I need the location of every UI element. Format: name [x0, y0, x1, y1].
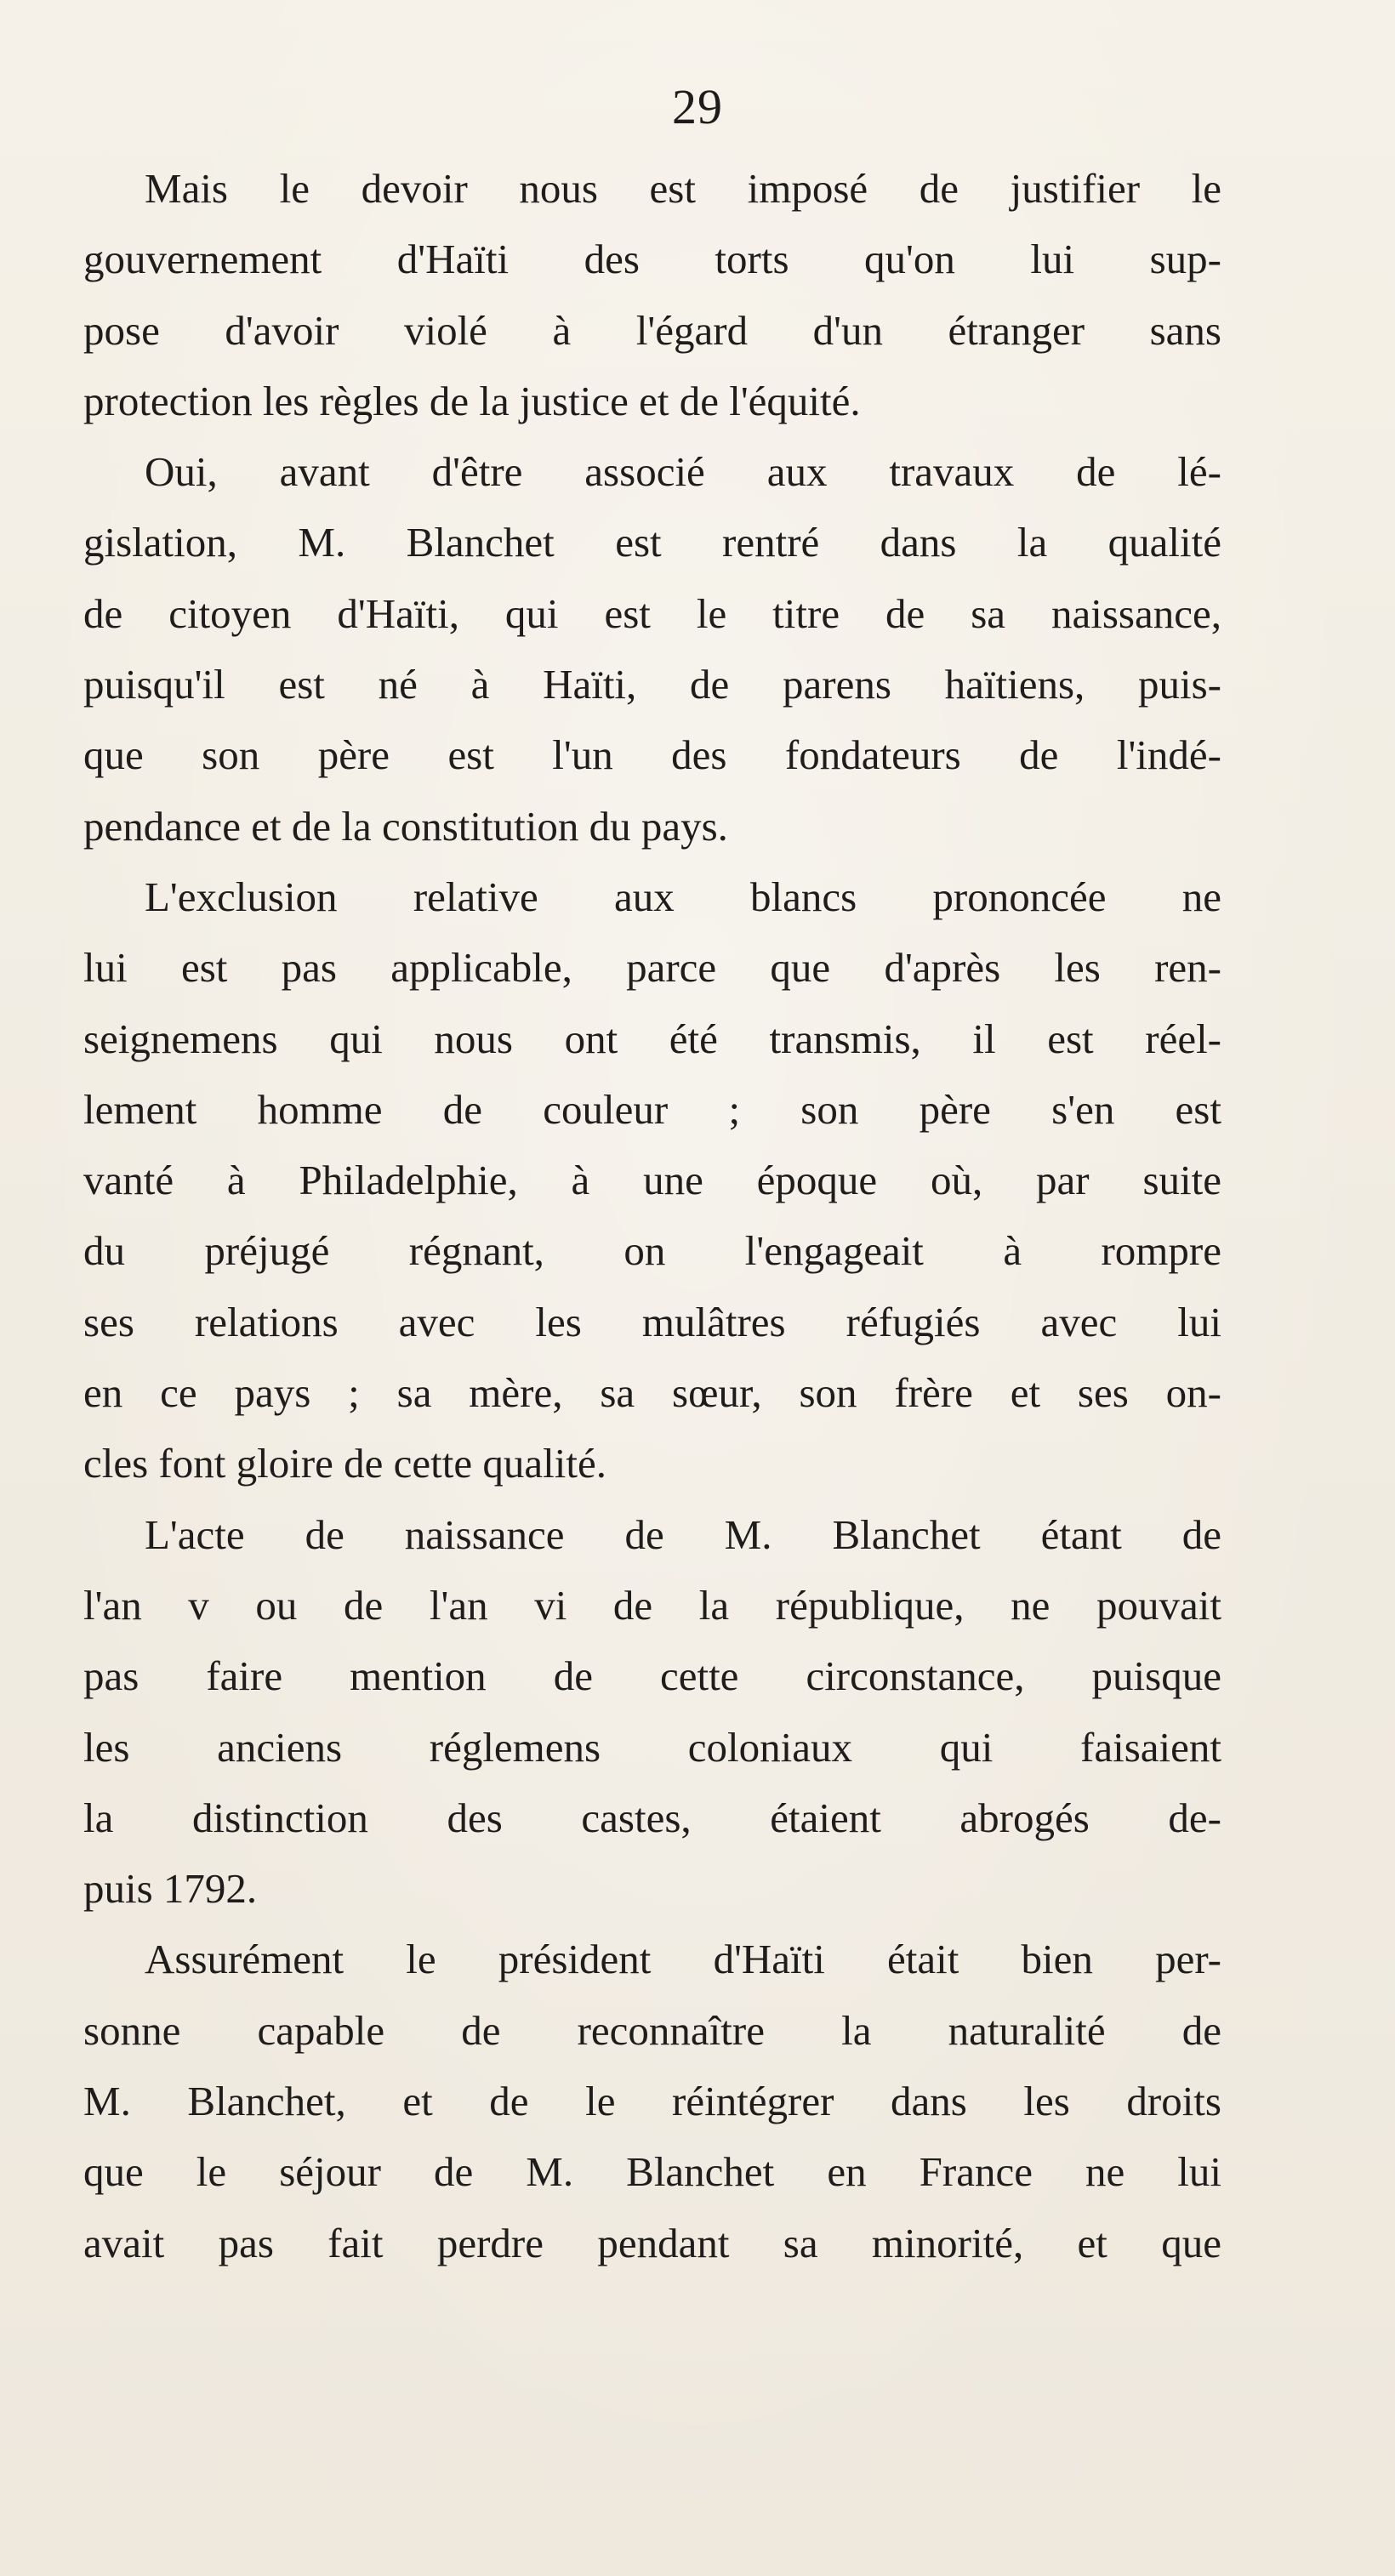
text-line: seignemens qui nous ont été transmis, il est réel- [83, 1015, 1221, 1062]
text-line: puisqu'il est né à Haïti, de parens haïtiens, puis- [83, 661, 1221, 708]
text-line: L'acte de naissance de M. Blanchet étant de [145, 1510, 1221, 1558]
body-text [83, 153, 1221, 2278]
text-line: L'exclusion relative aux blancs prononcée ne [145, 873, 1221, 920]
text-line: pas faire mention de cette circonstance, puisque [83, 1652, 1221, 1700]
text-line: de citoyen d'Haïti, qui est le titre de sa naissance, [83, 589, 1221, 637]
text-line: Oui, avant d'être associé aux travaux de lé- [145, 448, 1221, 496]
text-line: gislation, M. Blanchet est rentré dans la qualité [83, 519, 1221, 566]
text-line: cles font gloire de cette qualité. [83, 1440, 606, 1487]
text-line: la distinction des castes, étaient abrogés de- [83, 1794, 1221, 1841]
text-line: les anciens réglemens coloniaux qui faisaient [83, 1723, 1221, 1771]
text-line: que le séjour de M. Blanchet en France ne lui [83, 2148, 1221, 2196]
text-line: en ce pays ; sa mère, sa sœur, son frère et ses on- [83, 1369, 1221, 1417]
text-line: puis 1792. [83, 1865, 258, 1913]
text-line: protection les règles de la justice et de l'équité. [83, 377, 861, 424]
text-line: que son père est l'un des fondateurs de l'indé- [83, 731, 1221, 779]
text-line: lement homme de couleur ; son père s'en est [83, 1085, 1221, 1133]
text-line: gouvernement d'Haïti des torts qu'on lui sup- [83, 236, 1221, 283]
text-line: M. Blanchet, et de le réintégrer dans les droits [83, 2078, 1221, 2125]
text-line: sonne capable de reconnaître la naturalité de [83, 2006, 1221, 2054]
text-line: l'an v ou de l'an vi de la république, ne pouvait [83, 1581, 1221, 1629]
text-line: lui est pas applicable, parce que d'après les ren- [83, 944, 1221, 992]
text-line: pose d'avoir violé à l'égard d'un étranger sans [83, 306, 1221, 354]
text-line: avait pas fait perdre pendant sa minorité, et que [83, 2219, 1221, 2266]
text-line: Assurément le président d'Haïti était bien per- [145, 1936, 1221, 1983]
text-line: pendance et de la constitution du pays. [83, 802, 728, 850]
text-line: vanté à Philadelphie, à une époque où, par suite [83, 1157, 1221, 1204]
text-line: Mais le devoir nous est imposé de justifier le [145, 165, 1221, 212]
page-number: 29 [672, 79, 723, 134]
text-line: ses relations avec les mulâtres réfugiés avec lui [83, 1298, 1221, 1345]
text-line: du préjugé régnant, on l'engageait à rompre [83, 1227, 1221, 1275]
